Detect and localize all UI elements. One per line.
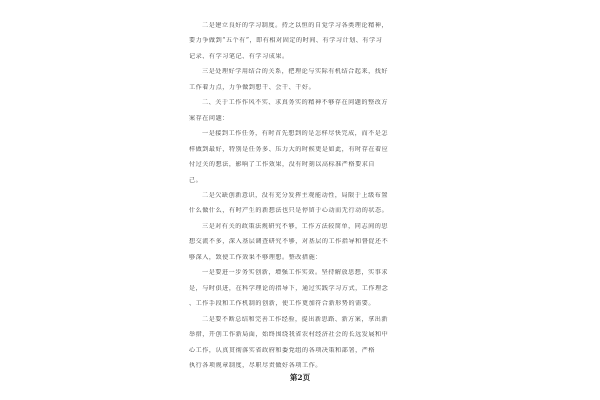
text-line: 记录、有学习笔记、有学习成果。: [189, 53, 289, 60]
text-line: 二是要不断总结和完善工作经验，提出新思路、新方案，拿出新: [202, 316, 389, 323]
text-line: 执行各项规章制度，尽职尽责做好各项工作。: [189, 362, 322, 369]
text-line: 三是处理好学用结合的关系，把理论与实际有机结合起来，找好: [202, 68, 389, 75]
section-heading: 案存在问题：: [189, 115, 229, 122]
text-line: 是，与时俱进，在科学理论的指导下，通过实践学习方式，工作理念: [189, 285, 389, 292]
text-line: 够深入，致使工作效果不够理想。整改措施：: [189, 254, 322, 261]
page-number: 第2页: [289, 373, 311, 382]
text-line: 举措，开创工作新局面，始终围绕我省农村经济社会的长远发展和中: [189, 331, 389, 338]
text-line: 要力争做到“五个有”，即有相对固定的时间、有学习计划、有学习: [189, 37, 383, 44]
text-line: 己。: [189, 177, 203, 184]
text-line: 二是建立良好的学习制度。持之以恒的自觉学习各类理论精神，: [202, 22, 389, 29]
text-line: 心工作，认真贯彻落实省政府和委党组的各项决策和部署，严格: [189, 347, 376, 354]
text-line: 三是对有关的政策法规研究不够，工作方法较简单，同志间的思: [202, 223, 389, 230]
text-line: 样做到最好，特别是任务多、压力大的时候更是如此，有时存在着应: [189, 146, 389, 153]
text-line: 工作着力点，力争做到想干、会干、干好。: [189, 84, 316, 91]
section-heading: 二、关于工作作风不实、求真务实的精神不够存在问题的整改方: [202, 99, 389, 106]
text-line: 付过关的想法，影响了工作效果，没有时刻以高标准严格要求自: [189, 161, 376, 168]
text-line: 想交流不多，深入基层调查研究不够，对基层的工作指导和督促还不: [189, 238, 389, 245]
text-line: 、工作手段和工作机制的创新，使工作更加符合新形势的需要。: [189, 300, 376, 307]
text-line: 什么做什么，有时产生的新想法也只是停留于心动而无行动的状态。: [189, 207, 389, 214]
text-line: 一是要进一步务实创新，增强工作实效。坚持解放思想，实事求: [202, 269, 389, 276]
text-line: 一是接到工作任务，有时首先想到的是怎样尽快完成，而不是怎: [202, 130, 389, 137]
text-line: 二是欠缺创新意识，没有充分发挥主观能动性，局限于上级布置: [202, 192, 389, 199]
